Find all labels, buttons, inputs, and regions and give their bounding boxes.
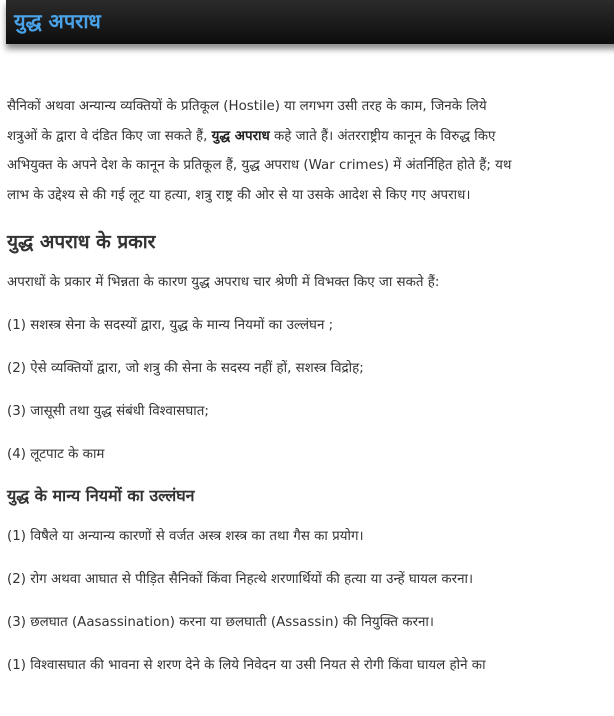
types-heading: युद्ध अपराध के प्रकार bbox=[7, 231, 156, 253]
types-item-2: (2) ऐसे व्यक्तियों द्वारा, जो शत्रु की सेना के सदस्य नहीं हों, सशस्त्र विद्रोह; bbox=[7, 361, 364, 376]
intro-line-3: अभियुक्त के अपने देश के कानून के प्रतिकूल हैं, युद्ध अपराध (War crimes) में अंतर्निहित होते हैं; यथ bbox=[7, 158, 512, 173]
intro-line-4: लाभ के उद्देश्य से की गई लूट या हत्या, शत्रु राष्ट्र की ओर से या उसके आदेश से किए गए अपराध। bbox=[7, 187, 471, 203]
violations-item-2: (2) रोग अथवा आघात से पीड़ित सैनिकों किंवा निहत्थे शरणार्थियों की हत्या या उन्हें घायल करना। bbox=[7, 572, 474, 587]
types-item-4: (4) लूटपाट के काम bbox=[7, 447, 105, 462]
intro-line-2 bbox=[7, 122, 614, 152]
intro-line-1: सैनिकों अथवा अन्यान्य व्यक्तियों के प्रतिकूल (Hostile) या लगभग उसी तरह के काम, जिनके लिये bbox=[7, 99, 487, 114]
intro-term-bold: युद्ध अपराध bbox=[211, 128, 270, 144]
types-item-3: (3) जासूसी तथा युद्ध संबंधी विश्वासघात; bbox=[7, 404, 209, 419]
article-body bbox=[7, 92, 614, 680]
intro-paragraph bbox=[7, 92, 614, 210]
types-intro: अपराधों के प्रकार में भिन्नता के कारण युद्ध अपराध चार श्रेणी में विभक्त किए जा सकते हैं: bbox=[7, 275, 440, 290]
page-title: युद्ध अपराध bbox=[14, 9, 101, 33]
types-item-1: (1) सशस्त्र सेना के सदस्यों द्वारा, युद्ध के मान्य नियमों का उल्लंघन ; bbox=[7, 318, 334, 333]
article-title-bar bbox=[6, 0, 614, 44]
violations-heading: युद्ध के मान्य नियमों का उल्लंघन bbox=[7, 486, 195, 505]
violations-item-3: (3) छलघात (Aasassination) करना या छलघाती (Assassin) की नियुक्ति करना। bbox=[7, 615, 434, 630]
violations-item-4: (1) विश्वासघात की भावना से शरण देने के लिये निवेदन या उसी नियत से रोगी किंवा घायल होने का bbox=[7, 658, 486, 673]
violations-item-1: (1) विषैले या अन्यान्य कारणों से वर्जत अस्त्र शस्त्र का तथा गैस का प्रयोग। bbox=[7, 529, 364, 544]
intro-line-2-text-end: कहे जाते हैं। अंतरराष्ट्रीय कानून के विरुद्ध किए bbox=[269, 128, 496, 144]
intro-line-2-text-start: शत्रुओं के द्वारा वे दंडित किए जा सकते हैं, bbox=[7, 128, 212, 144]
